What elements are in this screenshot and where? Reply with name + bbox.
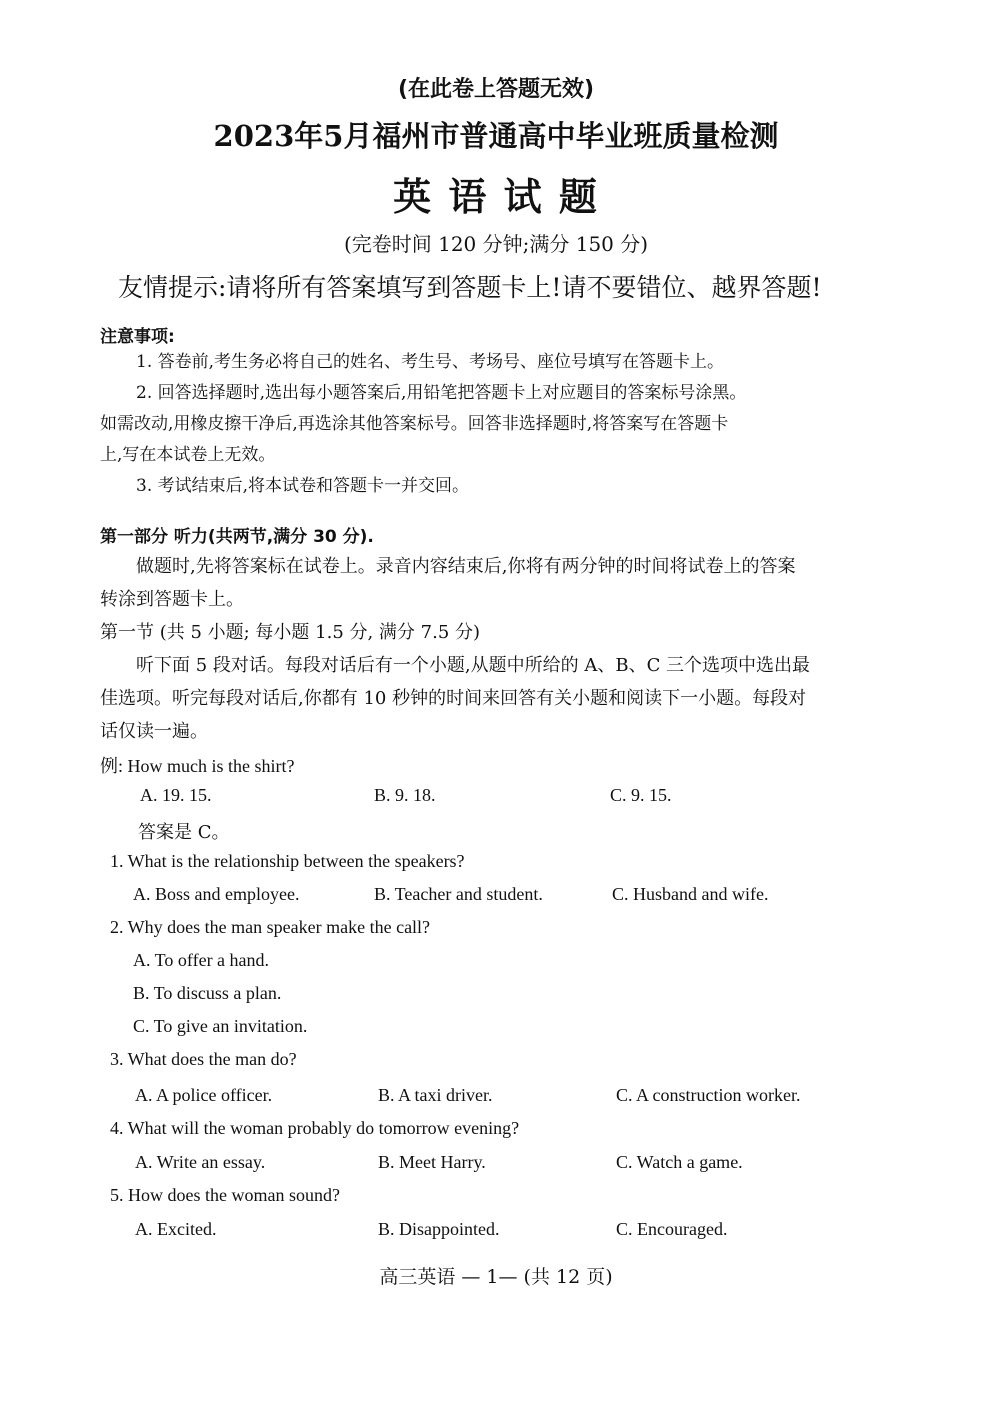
q4-option-b: B. Meet Harry. [378,1152,486,1172]
notice-item-2: 2. 回答选择题时,选出每小题答案后,用铅笔把答题卡上对应题目的答案标号涂黑。 [136,383,747,403]
notice-item-3: 3. 考试结束后,将本试卷和答题卡一并交回。 [136,476,470,496]
question-4: 4. What will the woman probably do tomorrow evening? [110,1118,520,1138]
example-answer: 答案是 C。 [138,822,230,843]
notice-heading: 注意事项: [100,327,175,347]
part1-intro-cont: 转涂到答题卡上。 [100,589,244,610]
q5-option-a: A. Excited. [135,1219,217,1239]
q1-option-c: C. Husband and wife. [612,884,769,904]
part1-heading: 第一部分 听力(共两节,满分 30 分). [100,527,374,547]
question-2: 2. Why does the man speaker make the call? [110,917,431,937]
q4-option-c: C. Watch a game. [616,1152,743,1172]
exam-title: 2023年5月福州市普通高中毕业班质量检测 [213,119,779,153]
subject-title: 英 语 试 题 [393,174,599,219]
section1-instruction: 听下面 5 段对话。每段对话后有一个小题,从题中所给的 A、B、C 三个选项中选出最 [136,655,811,676]
q2-option-c: C. To give an invitation. [133,1016,308,1036]
q5-option-b: B. Disappointed. [378,1219,500,1239]
notice-item-2-cont: 如需改动,用橡皮擦干净后,再选涂其他答案标号。回答非选择题时,将答案写在答题卡 [100,414,729,434]
no-answer-note: (在此卷上答题无效) [397,77,595,102]
q1-option-a: A. Boss and employee. [133,884,300,904]
q2-option-a: A. To offer a hand. [133,950,270,970]
q4-option-a: A. Write an essay. [135,1152,266,1172]
q2-option-b: B. To discuss a plan. [133,983,282,1003]
reminder: 友情提示:请将所有答案填写到答题卡上!请不要错位、越界答题! [118,273,822,302]
q5-option-c: C. Encouraged. [616,1219,728,1239]
example-option-a: A. 19. 15. [140,785,212,805]
part1-intro: 做题时,先将答案标在试卷上。录音内容结束后,你将有两分钟的时间将试卷上的答案 [136,556,796,577]
q1-option-b: B. Teacher and student. [374,884,543,904]
q3-option-b: B. A taxi driver. [378,1085,493,1105]
notice-item-2-cont: 上,写在本试卷上无效。 [100,445,276,465]
example-option-c: C. 9. 15. [610,785,672,805]
question-1: 1. What is the relationship between the speakers? [110,851,465,871]
example-option-b: B. 9. 18. [374,785,436,805]
q3-option-c: C. A construction worker. [616,1085,801,1105]
question-5: 5. How does the woman sound? [110,1185,340,1205]
question-3: 3. What does the man do? [110,1049,297,1069]
section1-instruction-cont: 话仅读一遍。 [100,721,208,742]
example-question: 例: How much is the shirt? [100,756,295,776]
page-footer: 高三英语 — 1— (共 12 页) [379,1266,613,1288]
q3-option-a: A. A police officer. [135,1085,273,1105]
section1-instruction-cont: 佳选项。听完每段对话后,你都有 10 秒钟的时间来回答有关小题和阅读下一小题。每段对 [100,688,807,709]
time-score: (完卷时间 120 分钟;满分 150 分) [343,232,649,256]
notice-item-1: 1. 答卷前,考生务必将自己的姓名、考生号、考场号、座位号填写在答题卡上。 [136,352,725,372]
section1-heading: 第一节 (共 5 小题; 每小题 1.5 分, 满分 7.5 分) [100,622,481,643]
